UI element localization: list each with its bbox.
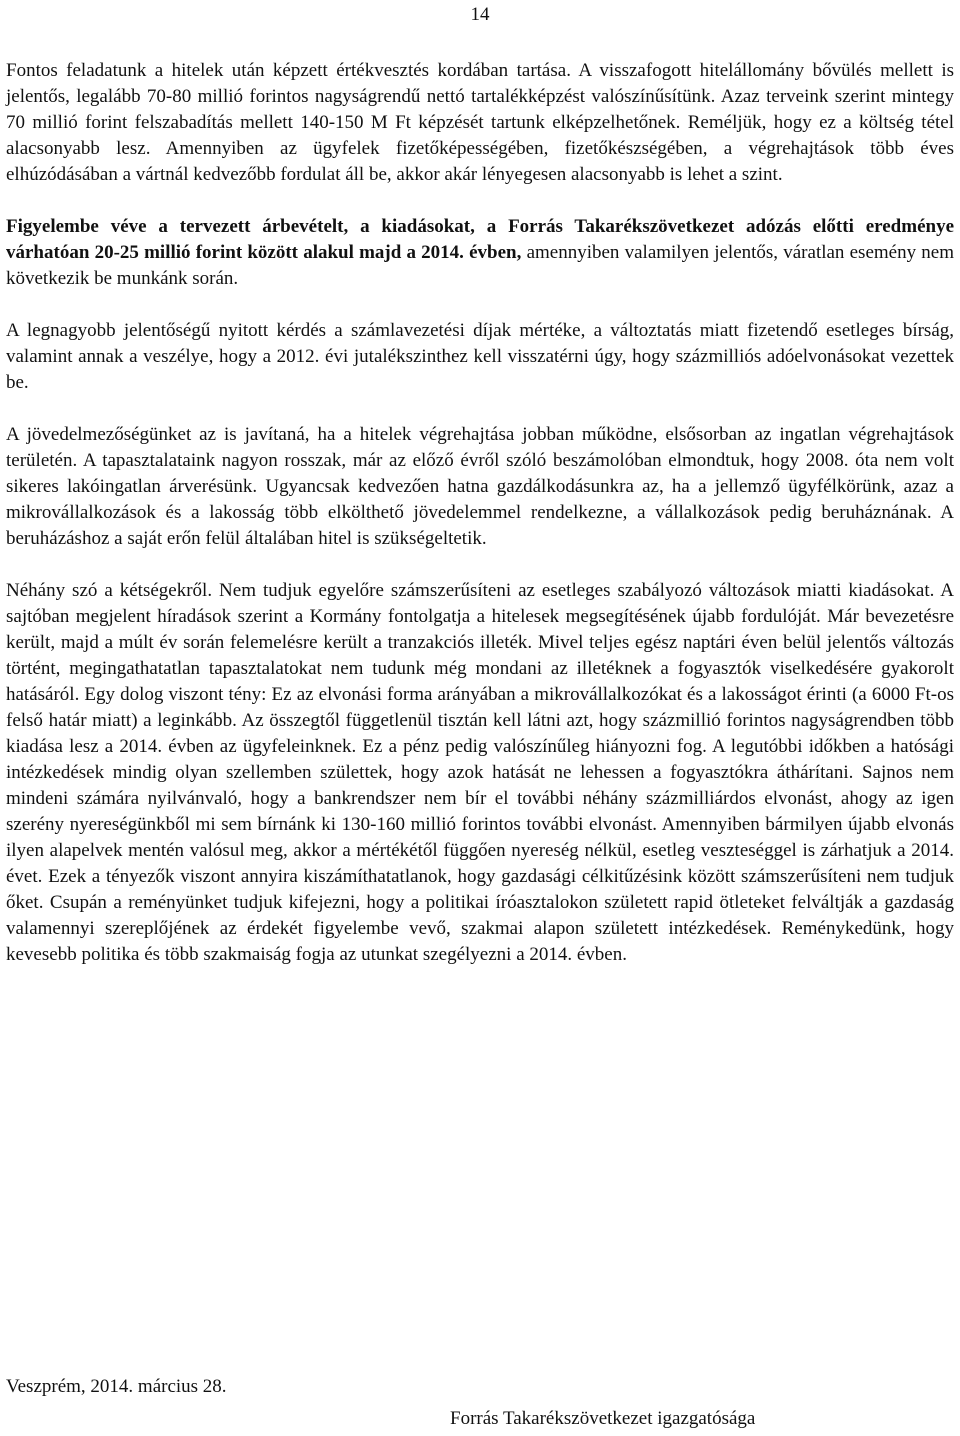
paragraph-impairment: Fontos feladatunk a hitelek után képzett értékvesztés kordában tartása. A visszafogott hitelállomány bővülés mellett is jelentős, legalább 70-80 millió forintos nagyságrendű nettó tartalékképzést valószínűsítünk. Azaz terveink szerint mintegy 70 millió forint felszabadítás mellett 140-150 M Ft képzését tartunk elképzelhetőnek. Reméljük, hogy ez a költség tétel alacsonyabb lesz. Amennyiben az ügyfelek fizetőképességében, fizetőkészségében, a végrehajtások több éves elhúzódásában a vártnál kedvezőbb fordulat áll be, akkor akár lényegesen alacsonyabb is lehet a szint. [6, 60, 954, 185]
paragraph-expected-result [6, 214, 954, 292]
signature-place-date: Veszprém, 2014. március 28. [6, 1376, 227, 1397]
document-body [6, 58, 954, 994]
page-number: 14 [470, 4, 490, 25]
signature-author: Forrás Takarékszövetkezet igazgatósága [450, 1408, 756, 1429]
paragraph-doubts: Néhány szó a kétségekről. Nem tudjuk egyelőre számszerűsíteni az esetleges szabályozó változások miatti kiadásokat. A sajtóban megjelent híradások szerint a Kormány fontolgatja a hitelesek megsegítésének újabb fordulóját. Már bevezetésre került, majd a múlt év során felemelésre került a tranzakciós illeték. Mivel teljes egész naptári éven belül jelentős változás történt, megingathatatlan tapasztalatokat nem tudunk még mondani az illetéknek a fogyasztók viselkedésére gyakorolt hatásáról. Egy dolog viszont tény: Ez az elvonási forma arányában a mikrovállalkozókat és a lakosságot érinti (a 6000 Ft-os felső határ miatt) a leginkább. Az összegtől függetlenül tisztán kell látni azt, hogy százmillió forintos nagyságrendben több kiadása lesz a 2014. évben az ügyfeleinknek. Ez a pénz pedig valószínűleg hiányozni fog. A legutóbbi időkben a hatósági intézkedések mindig olyan szellemben születtek, hogy azok hatását ne lehessen a fogyasztókra áthárítani. Sajnos nem mindeni számára nyilvánvaló, hogy a bankrendszer nem bír el további néhány százmilliárdos elvonást, ahogy az igen szerény nyereségünkből mi sem bírnánk ki 130-160 millió forintos további elvonást. Amennyiben bármilyen újabb elvonás ilyen alapelvek mentén valósul meg, akkor a mértékétől függően nyereség nélkül, esetleg veszteséggel is zárhatjuk a 2014. évet. Ezek a tényezők viszont annyira kiszámíthatatlanok, hogy gazdasági célkitűzésink között számszerűsíteni nem tudjuk őket. Csupán a reményünket tudjuk kifejezni, hogy a politikai íróasztalokon született rapid ötleteket felváltják a gazdaság valamennyi szereplőjének az érdekét figyelembe vevő, szakmai alapon született intézkedések. Reménykedünk, hogy kevesebb politika és több szakmaiság fogja az utunkat szegélyezni a 2014. évben. [6, 580, 954, 965]
signature-block [6, 1374, 954, 1432]
paragraph-account-fees: A legnagyobb jelentőségű nyitott kérdés a számlavezetési díjak mértéke, a változtatás miatt fizetendő esetleges bírság, valamint annak a veszélye, hogy a 2012. évi jutalékszinthez kell visszatérni úgy, hogy százmilliós adóelvonásokat vezettek be. [6, 320, 954, 393]
paragraph-expected-result-rest: amennyiben valamilyen jelentős, váratlan esemény nem következik be munkánk során. [6, 242, 954, 289]
paragraph-expected-result-bold: Figyelembe véve a tervezett árbevételt, a kiadásokat, a Forrás Takarékszövetkezet adózás előtti eredménye várhatóan 20-25 millió forint között alakul majd a 2014. évben, [6, 216, 954, 263]
paragraph-profitability: A jövedelmezőségünket az is javítaná, ha a hitelek végrehajtása jobban működne, elsősorban az ingatlan végrehajtások területén. A tapasztalataink nagyon rosszak, már az előző évről szóló beszámolóban elmondtuk, hogy 2008. óta nem volt sikeres lakóingatlan árverésünk. Ugyancsak kedvezően hatna gazdálkodásunkra az, ha a jellemző ügyfélkörünk, azaz a mikrovállalkozások és a lakosság több elkölthető jövedelemmel rendelkezne, a vállalkozások pedig beruháznának. A beruházáshoz a saját erőn felül általában hitel is szükségeltetik. [6, 424, 954, 549]
